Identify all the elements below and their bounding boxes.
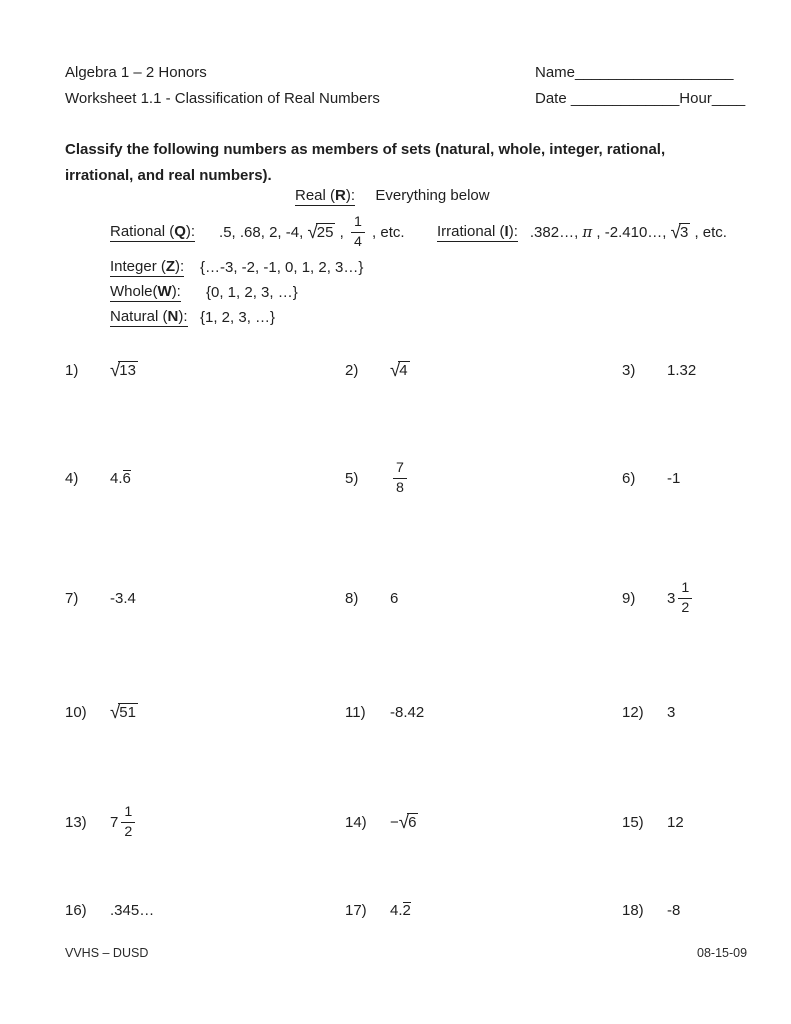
square-root (307, 223, 335, 241)
math-text: 12 (667, 813, 684, 831)
problem-number: 2) (345, 361, 359, 379)
footer-date: 08-15-09 (697, 946, 748, 960)
natural-set-line (110, 308, 275, 327)
problem-number: 17) (345, 901, 367, 919)
real-set-line (295, 187, 490, 206)
problem-value (390, 361, 410, 379)
math-text: , etc. (367, 223, 405, 241)
problem-value (390, 813, 418, 831)
problem-row-2 (0, 448, 791, 508)
problem-value (110, 470, 131, 487)
problem-15 (622, 792, 684, 852)
repeating-decimal-overline: 2 (402, 901, 411, 919)
rational-set-label (110, 223, 195, 242)
radical-sign-icon: √ (110, 359, 121, 380)
problem-value (110, 902, 154, 919)
math-text: , etc. (690, 223, 727, 241)
problem-value (390, 460, 410, 496)
math-text: Natural ( (110, 308, 168, 325)
problem-8 (345, 568, 398, 628)
radicand: 3 (679, 224, 689, 241)
worksheet-title: Worksheet 1.1 - Classification of Real Numbers (65, 90, 380, 107)
math-bold-text: N (167, 308, 179, 325)
math-bold-text: Q (174, 222, 186, 240)
problem-number: 7) (65, 589, 79, 607)
math-text: , (335, 223, 348, 241)
problem-number: 4) (65, 469, 79, 487)
problem-number: 5) (345, 469, 359, 487)
problem-6 (622, 448, 680, 508)
math-text: Whole( (110, 283, 158, 300)
math-text: , -2.410…, (592, 223, 671, 241)
real-set-description: Everything below (375, 187, 490, 204)
problem-17 (345, 880, 411, 940)
name-blank-line: Name___________________ (535, 64, 734, 81)
math-text: 6 (390, 589, 399, 607)
math-bold-text: Z (165, 258, 176, 275)
math-text: ): (175, 258, 185, 275)
fraction-numerator: 1 (678, 580, 692, 598)
problem-value (667, 814, 684, 831)
math-text: .382…, (529, 223, 583, 241)
fraction-numerator: 1 (351, 214, 365, 232)
fraction (351, 214, 365, 250)
math-text: 7 (110, 813, 119, 831)
problem-18 (622, 880, 680, 940)
math-text: .5, .68, 2, -4, (219, 223, 308, 241)
radical-sign-icon: √ (398, 811, 410, 832)
integer-set-value: {…-3, -2, -1, 0, 1, 2, 3…} (200, 259, 364, 276)
problem-number: 9) (622, 589, 636, 607)
problem-number: 8) (345, 589, 359, 607)
fraction-denominator: 4 (353, 233, 362, 250)
fraction-numerator: 7 (393, 460, 407, 478)
problem-value (667, 362, 696, 379)
problem-number: 15) (622, 813, 644, 831)
problem-value (667, 470, 680, 487)
problem-2 (345, 340, 410, 400)
math-text: 3 (667, 589, 676, 607)
fraction (121, 804, 135, 840)
radicand: 51 (119, 704, 136, 721)
problem-value (110, 703, 138, 721)
natural-set-value: {1, 2, 3, …} (200, 309, 276, 326)
problem-row-5 (0, 792, 791, 852)
radicand: 6 (408, 814, 417, 831)
fraction-denominator: 2 (681, 599, 690, 616)
math-bold-text: W (157, 283, 172, 300)
whole-set-line (110, 283, 298, 302)
square-root (671, 223, 691, 241)
problem-5 (345, 448, 410, 508)
fraction-denominator: 8 (396, 479, 404, 496)
math-italic-text: π (582, 223, 593, 241)
problem-9 (622, 568, 695, 628)
rational-set-line (110, 213, 405, 251)
radicand: 13 (119, 362, 136, 379)
math-text: − (390, 813, 399, 831)
problem-row-1 (0, 340, 791, 400)
problem-value (390, 704, 424, 721)
problem-number: 1) (65, 361, 79, 379)
radical-sign-icon: √ (307, 221, 318, 242)
problem-number: 16) (65, 901, 87, 919)
square-root (399, 813, 419, 831)
problem-10 (65, 682, 138, 742)
math-text: ): (508, 222, 518, 240)
problem-value (110, 804, 138, 840)
square-root (390, 361, 410, 379)
fraction (393, 460, 407, 496)
whole-set-value: {0, 1, 2, 3, …} (206, 284, 298, 301)
math-text: Integer ( (110, 258, 166, 275)
problem-13 (65, 792, 138, 852)
problem-12 (622, 682, 675, 742)
math-text: 4. (110, 469, 123, 487)
math-text: -8 (667, 901, 681, 919)
math-text: Real ( (295, 187, 336, 204)
problem-11 (345, 682, 424, 742)
problem-3 (622, 340, 696, 400)
fraction-numerator: 1 (121, 804, 135, 822)
math-text: 4. (390, 901, 403, 919)
problem-value (667, 704, 675, 721)
course-title: Algebra 1 – 2 Honors (65, 64, 207, 81)
date-hour-blank-line: Date _____________Hour____ (535, 90, 746, 107)
problem-value (390, 902, 411, 919)
math-text: Rational ( (110, 222, 175, 240)
whole-set-label (110, 283, 181, 302)
math-text: -1 (667, 469, 681, 487)
irrational-set-label (437, 223, 518, 242)
integer-set-line (110, 258, 363, 277)
problem-row-3 (0, 568, 791, 628)
problem-value (110, 361, 138, 379)
math-text: ): (345, 187, 356, 204)
problem-value (667, 902, 680, 919)
problem-number: 18) (622, 901, 644, 919)
problem-16 (65, 880, 154, 940)
math-text: ): (178, 308, 188, 325)
problem-14 (345, 792, 418, 852)
irrational-set-examples (530, 223, 727, 241)
problem-1 (65, 340, 138, 400)
radical-sign-icon: √ (390, 359, 401, 380)
math-bold-text: R (335, 187, 346, 204)
problem-value (390, 590, 398, 607)
math-text: -3.4 (110, 589, 136, 607)
problem-number: 6) (622, 469, 636, 487)
problem-number: 3) (622, 361, 636, 379)
square-root (110, 361, 138, 379)
repeating-decimal-overline: 6 (122, 469, 131, 487)
fraction (678, 580, 692, 616)
problem-number: 13) (65, 813, 87, 831)
radicand: 4 (399, 362, 408, 379)
instructions-text: Classify the following numbers as members of sets (natural, whole, integer, rational, irrational, and real numbers). (65, 141, 666, 184)
math-text: ): (171, 283, 181, 300)
math-bold-text: I (504, 222, 509, 240)
radical-sign-icon: √ (110, 701, 121, 722)
integer-set-label (110, 258, 184, 277)
rational-set-examples (219, 214, 405, 250)
irrational-set-line (437, 218, 727, 246)
math-text: .345… (110, 901, 155, 919)
problem-row-4 (0, 682, 791, 742)
problem-4 (65, 448, 131, 508)
natural-set-label (110, 308, 188, 327)
problem-value (110, 590, 136, 607)
problem-number: 11) (345, 703, 366, 721)
math-text: Irrational ( (437, 222, 505, 240)
fraction-denominator: 2 (124, 823, 133, 840)
square-root (110, 703, 138, 721)
radical-sign-icon: √ (670, 221, 681, 242)
problem-value (667, 580, 695, 616)
math-text: ): (185, 222, 196, 240)
math-text: -8.42 (390, 703, 425, 721)
footer-school: VVHS – DUSD (65, 946, 149, 960)
problem-7 (65, 568, 136, 628)
problem-number: 12) (622, 703, 644, 721)
problem-number: 10) (65, 703, 87, 721)
radicand: 25 (316, 224, 334, 241)
problem-number: 14) (345, 813, 367, 831)
math-text: 3 (667, 703, 676, 721)
math-text: 1.32 (667, 361, 697, 379)
real-set-label (295, 187, 355, 206)
problem-row-6 (0, 880, 791, 940)
